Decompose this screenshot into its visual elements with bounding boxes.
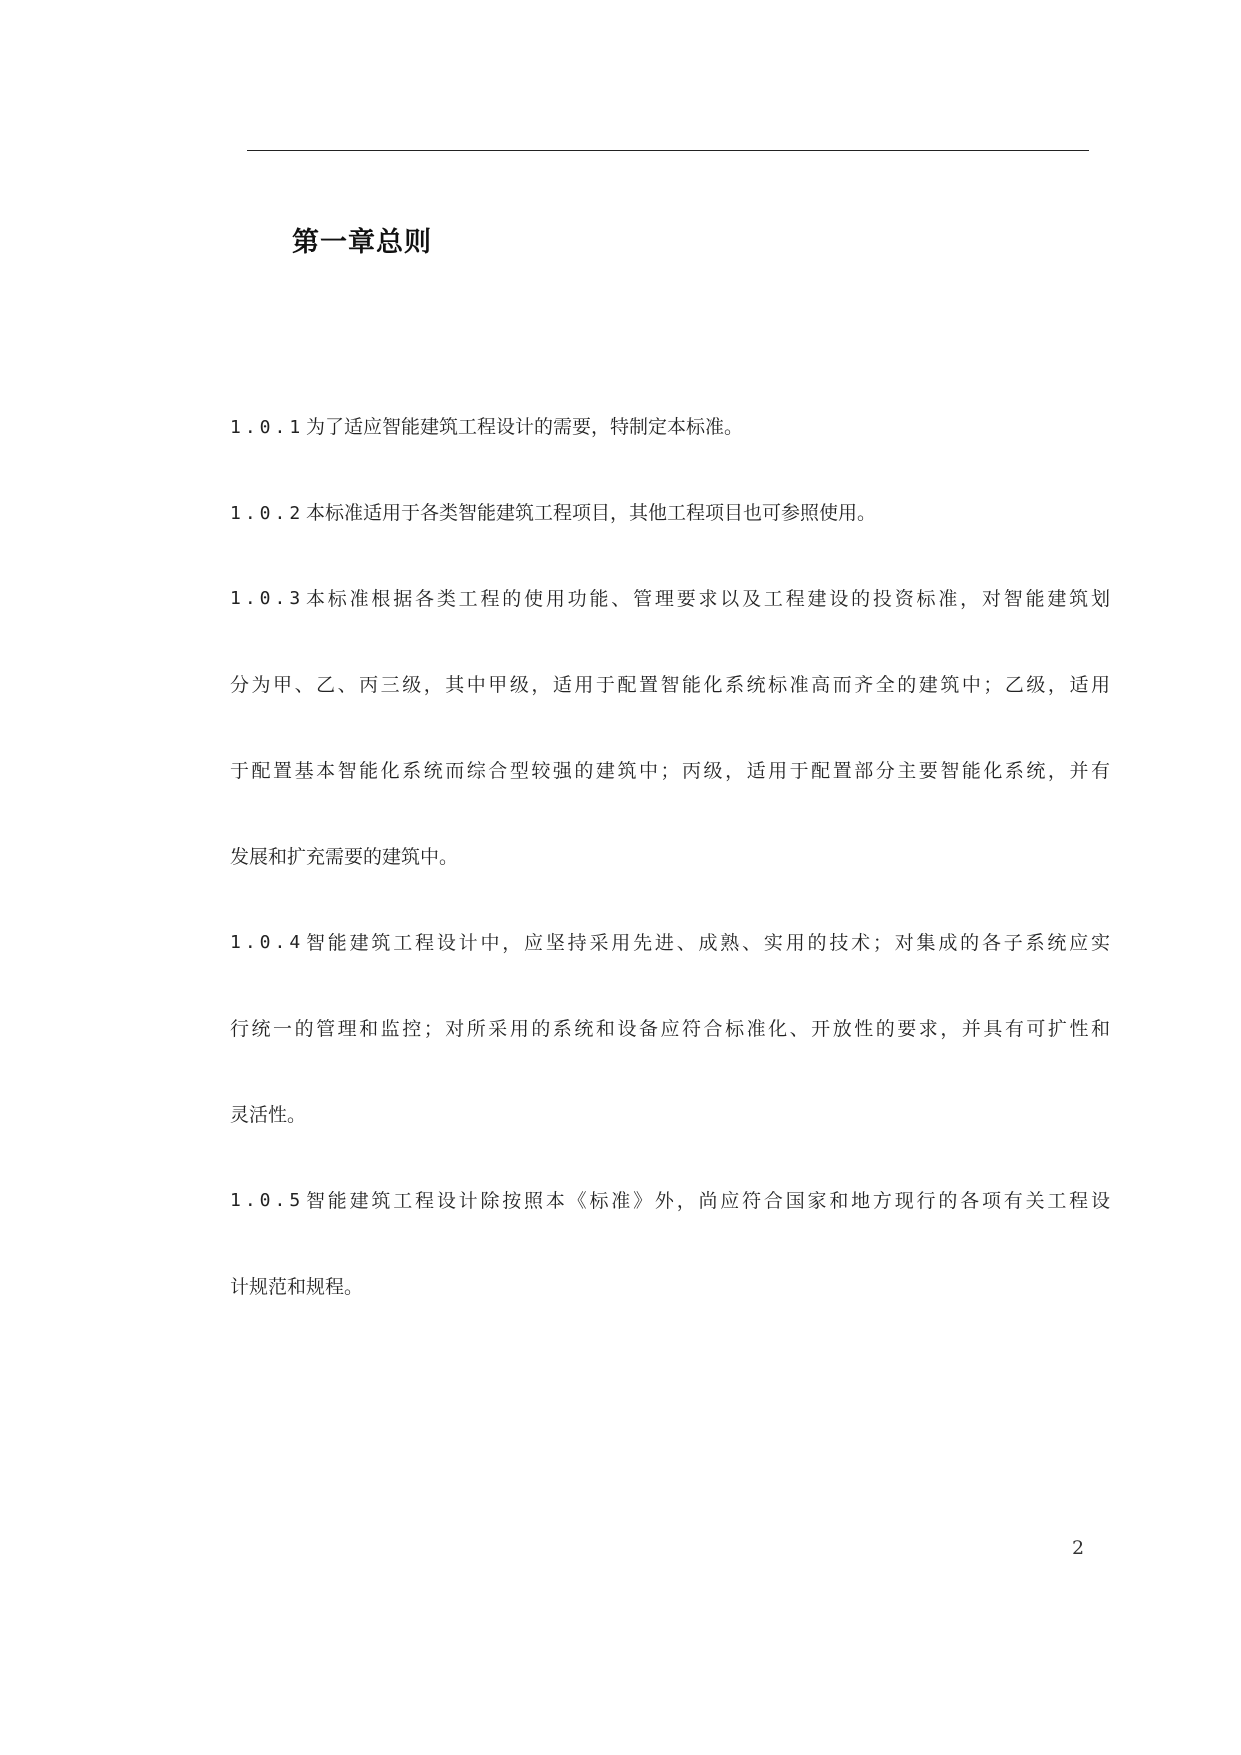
clause-text: 本标准根据各类工程的使用功能、管理要求以及工程建设的投资标准，对智能建筑划 bbox=[306, 588, 1110, 610]
clause-text: 智能建筑工程设计中，应坚持采用先进、成熟、实用的技术；对集成的各子系统应实 bbox=[306, 932, 1110, 954]
clause-number: 1.0.5 bbox=[230, 1190, 305, 1211]
clause-1-0-5 bbox=[230, 1186, 1110, 1358]
chapter-title: 第一章总则 bbox=[292, 227, 432, 258]
clause-line bbox=[230, 584, 1110, 670]
clause-text: 智能建筑工程设计除按照本《标准》外，尚应符合国家和地方现行的各项有关工程设 bbox=[306, 1190, 1110, 1212]
clause-text: 本标准适用于各类智能建筑工程项目，其他工程项目也可参照使用。 bbox=[306, 502, 877, 524]
clause-1-0-2 bbox=[230, 498, 1110, 584]
clause-line: 发展和扩充需要的建筑中。 bbox=[230, 846, 459, 868]
clause-1-0-3 bbox=[230, 584, 1110, 928]
clause-1-0-1 bbox=[230, 412, 1110, 498]
clause-1-0-4 bbox=[230, 928, 1110, 1186]
clause-line: 于配置基本智能化系统而综合型较强的建筑中；丙级，适用于配置部分主要智能化系统，并有 bbox=[230, 760, 1110, 782]
clause-number: 1.0.1 bbox=[230, 417, 305, 438]
clause-line: 计规范和规程。 bbox=[230, 1276, 364, 1298]
page-number: 2 bbox=[1072, 1537, 1085, 1559]
clause-line bbox=[230, 412, 1110, 498]
clause-line bbox=[230, 1186, 1110, 1272]
clause-line bbox=[230, 928, 1110, 1014]
clause-number: 1.0.3 bbox=[230, 588, 305, 609]
body-text bbox=[230, 412, 1110, 1358]
clause-line bbox=[230, 498, 1110, 584]
clause-number: 1.0.2 bbox=[230, 503, 305, 524]
clause-text: 为了适应智能建筑工程设计的需要，特制定本标准。 bbox=[306, 416, 744, 438]
clause-line: 灵活性。 bbox=[230, 1104, 307, 1126]
header-rule bbox=[247, 150, 1089, 151]
clause-line: 分为甲、乙、丙三级，其中甲级，适用于配置智能化系统标准高而齐全的建筑中；乙级，适用 bbox=[230, 674, 1110, 696]
clause-number: 1.0.4 bbox=[230, 932, 305, 953]
clause-line: 行统一的管理和监控；对所采用的系统和设备应符合标准化、开放性的要求，并具有可扩性和 bbox=[230, 1018, 1110, 1040]
